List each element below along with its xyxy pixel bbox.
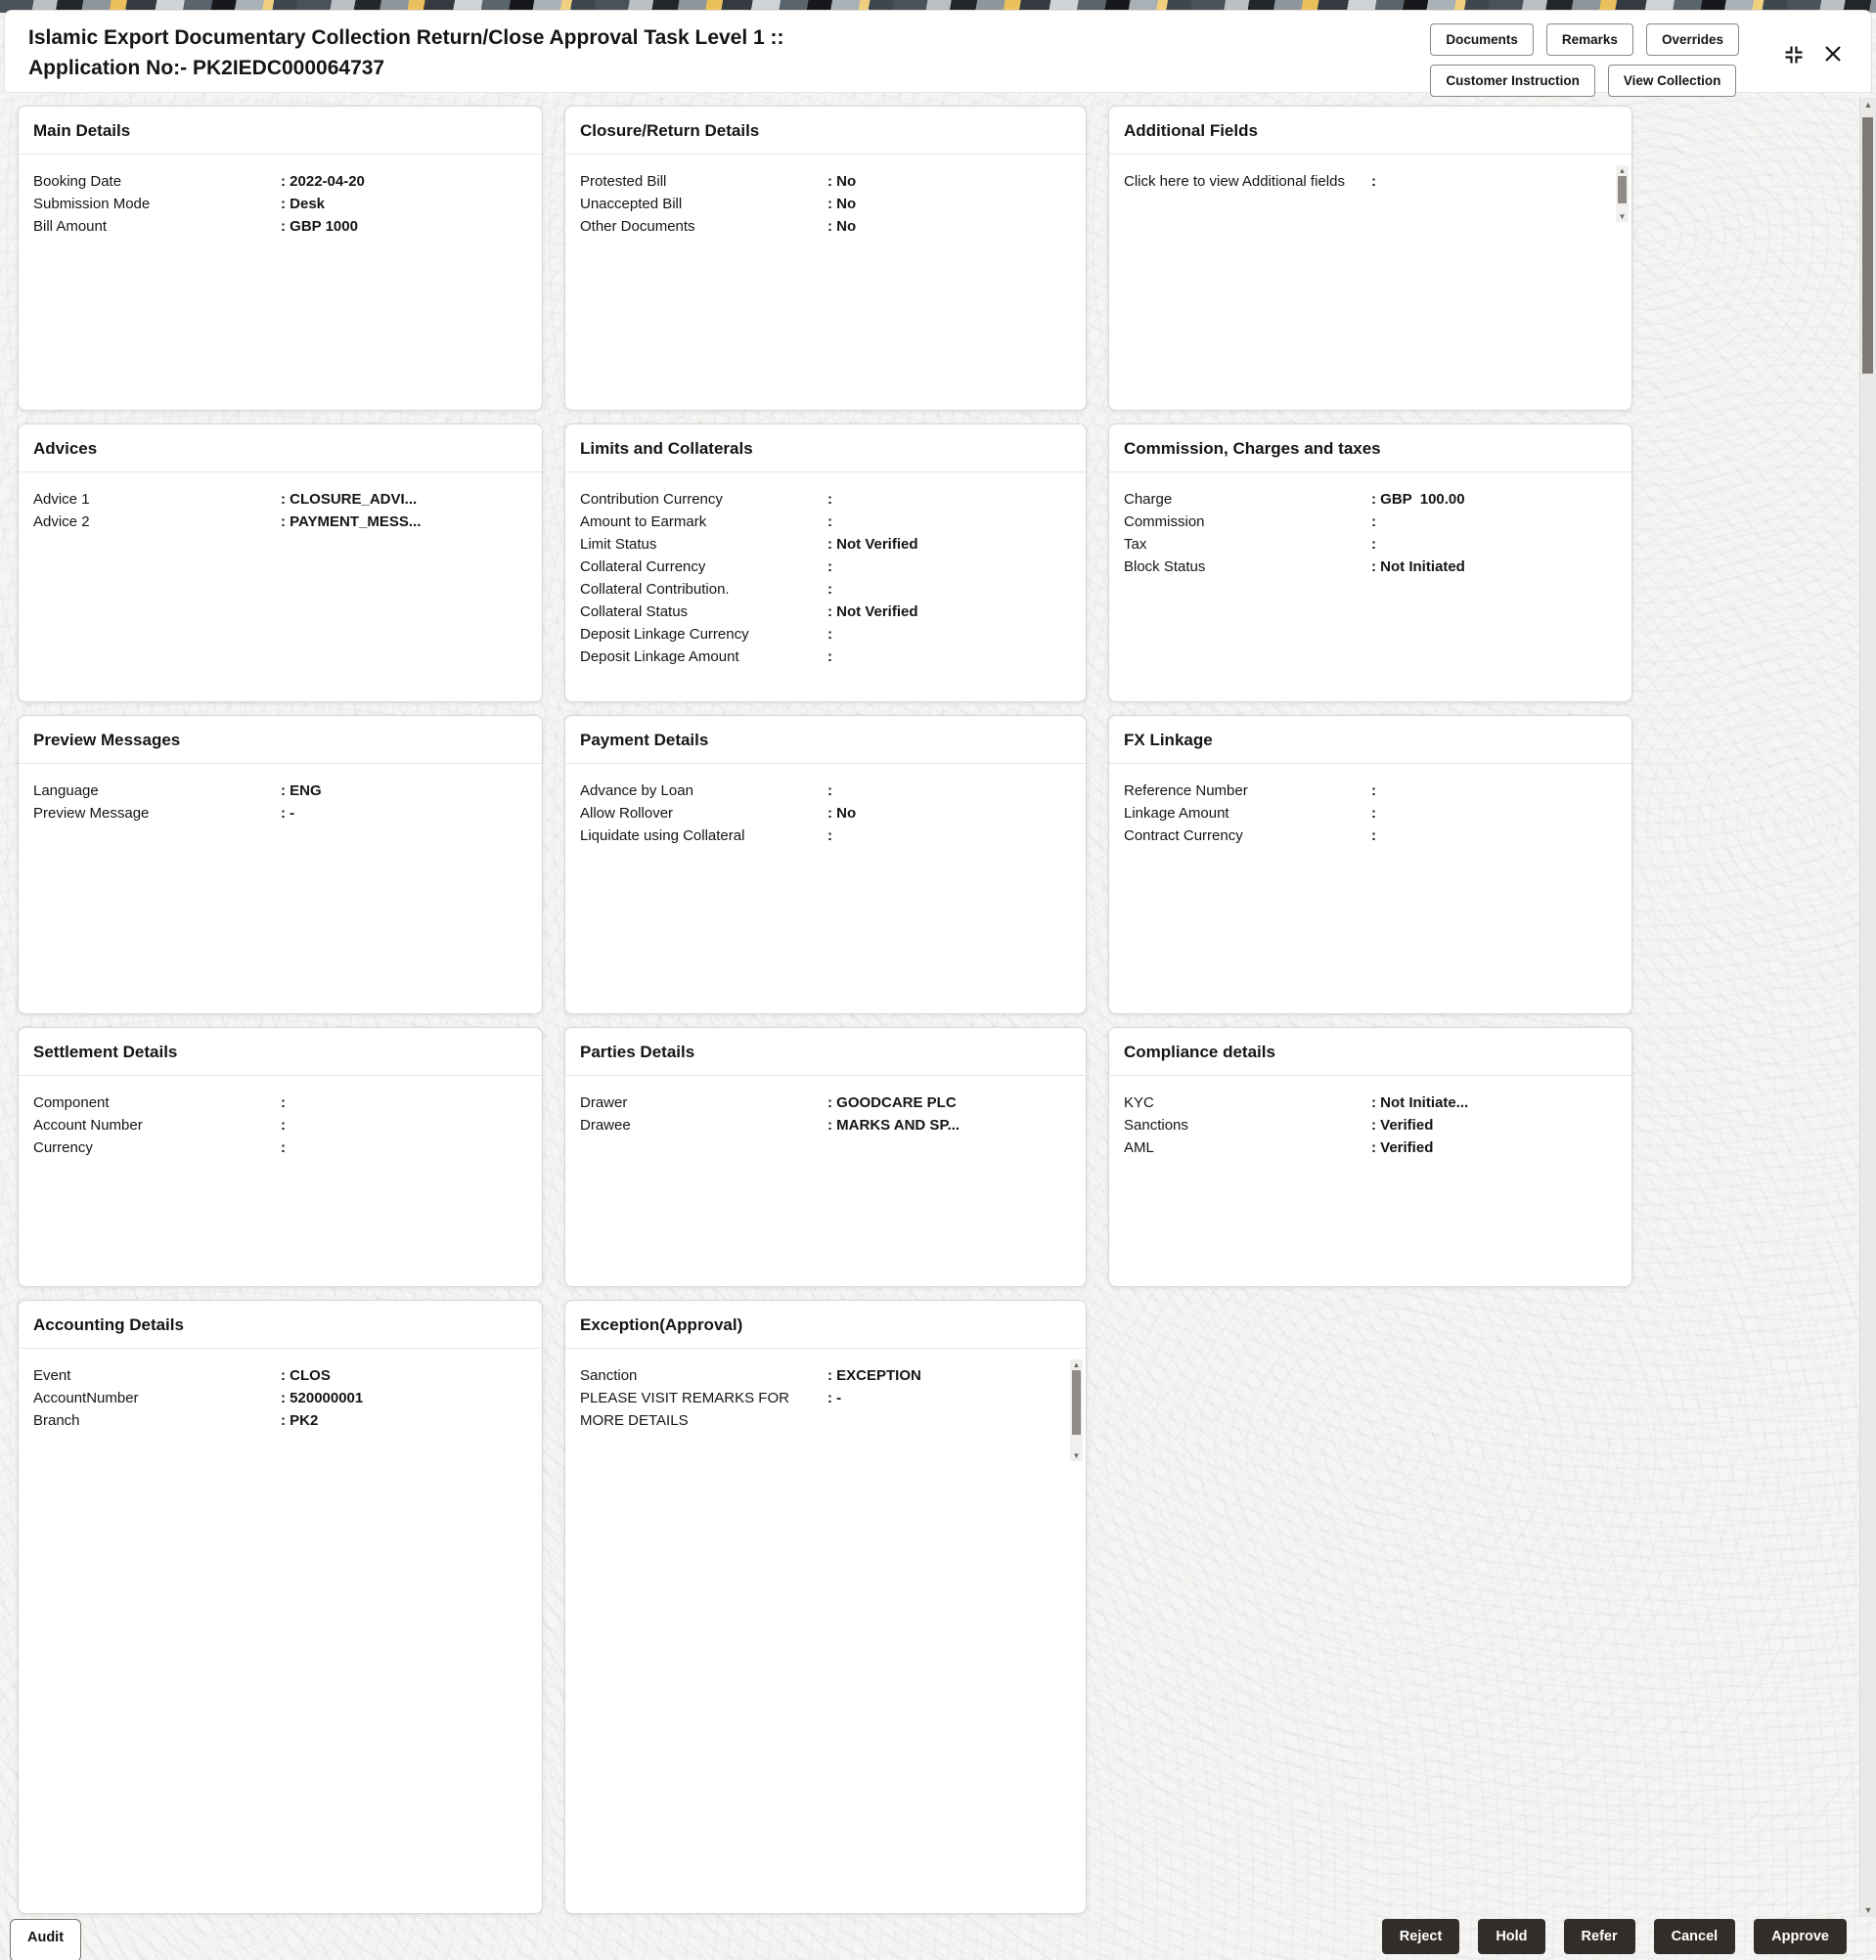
field-row	[1124, 1091, 1617, 1114]
close-icon[interactable]	[1822, 43, 1846, 67]
field-row	[580, 1114, 1071, 1136]
field-value: : Not Verified	[827, 536, 918, 553]
card-main-details	[18, 106, 543, 411]
approve-button[interactable]: Approve	[1754, 1919, 1847, 1954]
field-row	[580, 488, 1071, 511]
field-label: Advance by Loan	[580, 782, 693, 799]
field-label: Deposit Linkage Amount	[580, 648, 739, 665]
field-value: : No	[827, 805, 857, 822]
field-row	[33, 1136, 527, 1159]
field-value: :	[827, 626, 832, 643]
footer-action-bar	[10, 1903, 1847, 1960]
field-value: :	[1371, 513, 1376, 530]
field-value: : PK2	[281, 1412, 319, 1429]
header-button-group	[1430, 23, 1739, 97]
field-row	[33, 1409, 527, 1432]
field-row	[580, 623, 1071, 646]
refer-button[interactable]: Refer	[1564, 1919, 1635, 1954]
field-label: Collateral Currency	[580, 558, 706, 575]
field-value: : 2022-04-20	[281, 173, 365, 190]
card-scrollbar[interactable]	[1616, 165, 1629, 222]
field-label: Amount to Earmark	[580, 513, 707, 530]
card-title: Compliance details	[1109, 1028, 1631, 1076]
card-title: FX Linkage	[1109, 716, 1631, 764]
field-row	[580, 1091, 1071, 1114]
remarks-button[interactable]: Remarks	[1546, 23, 1633, 56]
card-scrollbar[interactable]	[1070, 1359, 1083, 1461]
scroll-up-icon[interactable]: ▲	[1863, 100, 1873, 110]
field-value: : EXCEPTION	[827, 1367, 921, 1384]
field-row	[1124, 802, 1617, 824]
field-value: :	[1371, 173, 1376, 190]
card-preview-messages	[18, 715, 543, 1014]
field-row	[33, 170, 527, 193]
field-label: Sanction	[580, 1367, 638, 1384]
field-row	[33, 1387, 527, 1409]
view-collection-button[interactable]: View Collection	[1608, 65, 1737, 97]
scrollbar-thumb[interactable]	[1862, 117, 1873, 374]
hold-button[interactable]: Hold	[1478, 1919, 1544, 1954]
card-settlement-details	[18, 1027, 543, 1287]
scroll-down-icon[interactable]: ▼	[1072, 1451, 1081, 1460]
card-payment-details	[564, 715, 1087, 1014]
field-label: Branch	[33, 1412, 80, 1429]
field-row	[580, 578, 1071, 601]
field-row	[1124, 170, 1617, 193]
field-label: Charge	[1124, 491, 1173, 508]
page-title-line2: Application No:- PK2IEDC000064737	[28, 57, 385, 79]
field-label: Limit Status	[580, 536, 657, 553]
scroll-up-icon[interactable]: ▲	[1618, 166, 1627, 175]
field-row	[580, 1387, 1071, 1432]
field-value: :	[1371, 536, 1376, 553]
field-label: Commission	[1124, 513, 1205, 530]
field-row	[580, 193, 1071, 215]
field-value: : Desk	[281, 196, 326, 212]
field-value: :	[281, 1094, 286, 1111]
field-row	[33, 802, 527, 824]
field-value: :	[827, 827, 832, 844]
field-label: Collateral Status	[580, 603, 689, 620]
field-label: Contribution Currency	[580, 491, 723, 508]
card-title: Advices	[19, 424, 542, 472]
field-label: Allow Rollover	[580, 805, 674, 822]
field-value: : PAYMENT_MESS...	[281, 513, 422, 530]
page-scrollbar[interactable]	[1859, 98, 1876, 1917]
field-label: Other Documents	[580, 218, 695, 235]
reject-button[interactable]: Reject	[1382, 1919, 1460, 1954]
card-grid	[18, 106, 1876, 1914]
card-title: Parties Details	[565, 1028, 1086, 1076]
field-label: Linkage Amount	[1124, 805, 1229, 822]
field-label: Advice 2	[33, 513, 90, 530]
additional-fields-link[interactable]: Click here to view Additional fields	[1124, 173, 1345, 190]
field-label: Preview Message	[33, 805, 150, 822]
field-row	[1124, 780, 1617, 802]
field-label: Drawee	[580, 1117, 631, 1134]
field-value: : Verified	[1371, 1139, 1434, 1156]
field-row	[33, 488, 527, 511]
card-compliance-details	[1108, 1027, 1632, 1287]
field-label: Submission Mode	[33, 196, 151, 212]
field-label: Event	[33, 1367, 71, 1384]
card-additional-fields	[1108, 106, 1632, 411]
field-row	[1124, 824, 1617, 847]
field-value: :	[827, 558, 832, 575]
documents-button[interactable]: Documents	[1430, 23, 1534, 56]
field-row	[1124, 511, 1617, 533]
field-label: Unaccepted Bill	[580, 196, 683, 212]
field-label: Account Number	[33, 1117, 143, 1134]
field-row	[580, 1364, 1071, 1387]
field-value: :	[827, 491, 832, 508]
field-value: : GBP 100.00	[1371, 491, 1465, 508]
field-row	[580, 780, 1071, 802]
field-row	[33, 1364, 527, 1387]
field-row	[580, 802, 1071, 824]
field-label: Sanctions	[1124, 1117, 1188, 1134]
field-label: Booking Date	[33, 173, 122, 190]
page-title-line1: Islamic Export Documentary Collection Return/Close Approval Task Level 1 ::	[28, 26, 784, 49]
header-button-row-1	[1430, 23, 1739, 56]
field-value: : -	[827, 1390, 842, 1406]
card-closure-return-details	[564, 106, 1087, 411]
field-value: : CLOS	[281, 1367, 331, 1384]
field-label: Block Status	[1124, 558, 1206, 575]
scrollbar-thumb[interactable]	[1618, 176, 1627, 203]
field-row	[580, 170, 1071, 193]
field-row	[33, 780, 527, 802]
audit-button[interactable]: Audit	[10, 1919, 81, 1960]
field-row	[580, 533, 1071, 556]
overrides-button[interactable]: Overrides	[1646, 23, 1739, 56]
field-row	[580, 511, 1071, 533]
cancel-button[interactable]: Cancel	[1654, 1919, 1736, 1954]
card-limits-collaterals	[564, 423, 1087, 702]
card-accounting-details	[18, 1300, 543, 1914]
customer-instruction-button[interactable]: Customer Instruction	[1430, 65, 1595, 97]
task-header	[4, 10, 1872, 93]
field-row	[1124, 488, 1617, 511]
card-title: Closure/Return Details	[565, 107, 1086, 155]
field-label: Reference Number	[1124, 782, 1248, 799]
field-row	[33, 1091, 527, 1114]
field-value: :	[827, 648, 832, 665]
field-label: Collateral Contribution.	[580, 581, 730, 598]
field-label: Drawer	[580, 1094, 628, 1111]
field-value: :	[827, 581, 832, 598]
field-label: Advice 1	[33, 491, 90, 508]
field-value: :	[281, 1139, 286, 1156]
field-label: Currency	[33, 1139, 93, 1156]
field-value: :	[1371, 782, 1376, 799]
field-value: : No	[827, 196, 857, 212]
field-row	[1124, 1136, 1617, 1159]
card-title: Commission, Charges and taxes	[1109, 424, 1631, 472]
field-value: : 520000001	[281, 1390, 364, 1406]
field-value: :	[827, 513, 832, 530]
field-label: PLEASE VISIT REMARKS FOR MORE DETAILS	[580, 1390, 789, 1429]
field-value: : MARKS AND SP...	[827, 1117, 960, 1134]
field-row	[33, 511, 527, 533]
field-label: Bill Amount	[33, 218, 108, 235]
field-value: : Not Initiated	[1371, 558, 1465, 575]
field-row	[580, 601, 1071, 623]
field-value: : ENG	[281, 782, 322, 799]
field-row	[580, 824, 1071, 847]
card-fx-linkage	[1108, 715, 1632, 1014]
card-title: Preview Messages	[19, 716, 542, 764]
field-label: Deposit Linkage Currency	[580, 626, 749, 643]
field-row	[1124, 533, 1617, 556]
card-title: Exception(Approval)	[565, 1301, 1086, 1349]
field-value: : Not Initiate...	[1371, 1094, 1469, 1111]
scroll-down-icon[interactable]: ▼	[1863, 1905, 1873, 1915]
page-title	[28, 22, 784, 83]
card-title: Payment Details	[565, 716, 1086, 764]
field-value: : No	[827, 173, 857, 190]
field-label: Tax	[1124, 536, 1147, 553]
field-label: Contract Currency	[1124, 827, 1243, 844]
field-label: Liquidate using Collateral	[580, 827, 745, 844]
card-commission-charges-taxes	[1108, 423, 1632, 702]
field-row	[1124, 556, 1617, 578]
footer-actions	[1382, 1919, 1847, 1954]
field-row	[33, 1114, 527, 1136]
field-value: :	[1371, 827, 1376, 844]
field-label: Protested Bill	[580, 173, 667, 190]
field-row	[580, 556, 1071, 578]
field-value: : CLOSURE_ADVI...	[281, 491, 418, 508]
field-row	[580, 215, 1071, 238]
field-row	[1124, 1114, 1617, 1136]
field-value: : GOODCARE PLC	[827, 1094, 957, 1111]
field-label: Component	[33, 1094, 110, 1111]
field-value: :	[1371, 805, 1376, 822]
scroll-down-icon[interactable]: ▼	[1618, 212, 1627, 221]
card-exception-approval	[564, 1300, 1087, 1914]
field-value: :	[281, 1117, 286, 1134]
scroll-up-icon[interactable]: ▲	[1072, 1360, 1081, 1369]
card-advices	[18, 423, 543, 702]
field-label: Language	[33, 782, 99, 799]
field-value: :	[827, 782, 832, 799]
card-title: Accounting Details	[19, 1301, 542, 1349]
field-label: AccountNumber	[33, 1390, 139, 1406]
field-row	[33, 215, 527, 238]
card-title: Settlement Details	[19, 1028, 542, 1076]
field-value: : Not Verified	[827, 603, 918, 620]
card-title: Limits and Collaterals	[565, 424, 1086, 472]
field-value: : GBP 1000	[281, 218, 358, 235]
collapse-icon[interactable]	[1782, 43, 1806, 67]
card-title: Additional Fields	[1109, 107, 1631, 155]
card-title: Main Details	[19, 107, 542, 155]
field-row	[580, 646, 1071, 668]
card-parties-details	[564, 1027, 1087, 1287]
field-value: : No	[827, 218, 857, 235]
field-value: : -	[281, 805, 295, 822]
field-value: : Verified	[1371, 1117, 1434, 1134]
task-summary-content	[0, 93, 1876, 1960]
field-label: AML	[1124, 1139, 1154, 1156]
field-row	[33, 193, 527, 215]
scrollbar-thumb[interactable]	[1072, 1370, 1081, 1435]
window-controls	[1782, 43, 1846, 67]
field-label: KYC	[1124, 1094, 1154, 1111]
